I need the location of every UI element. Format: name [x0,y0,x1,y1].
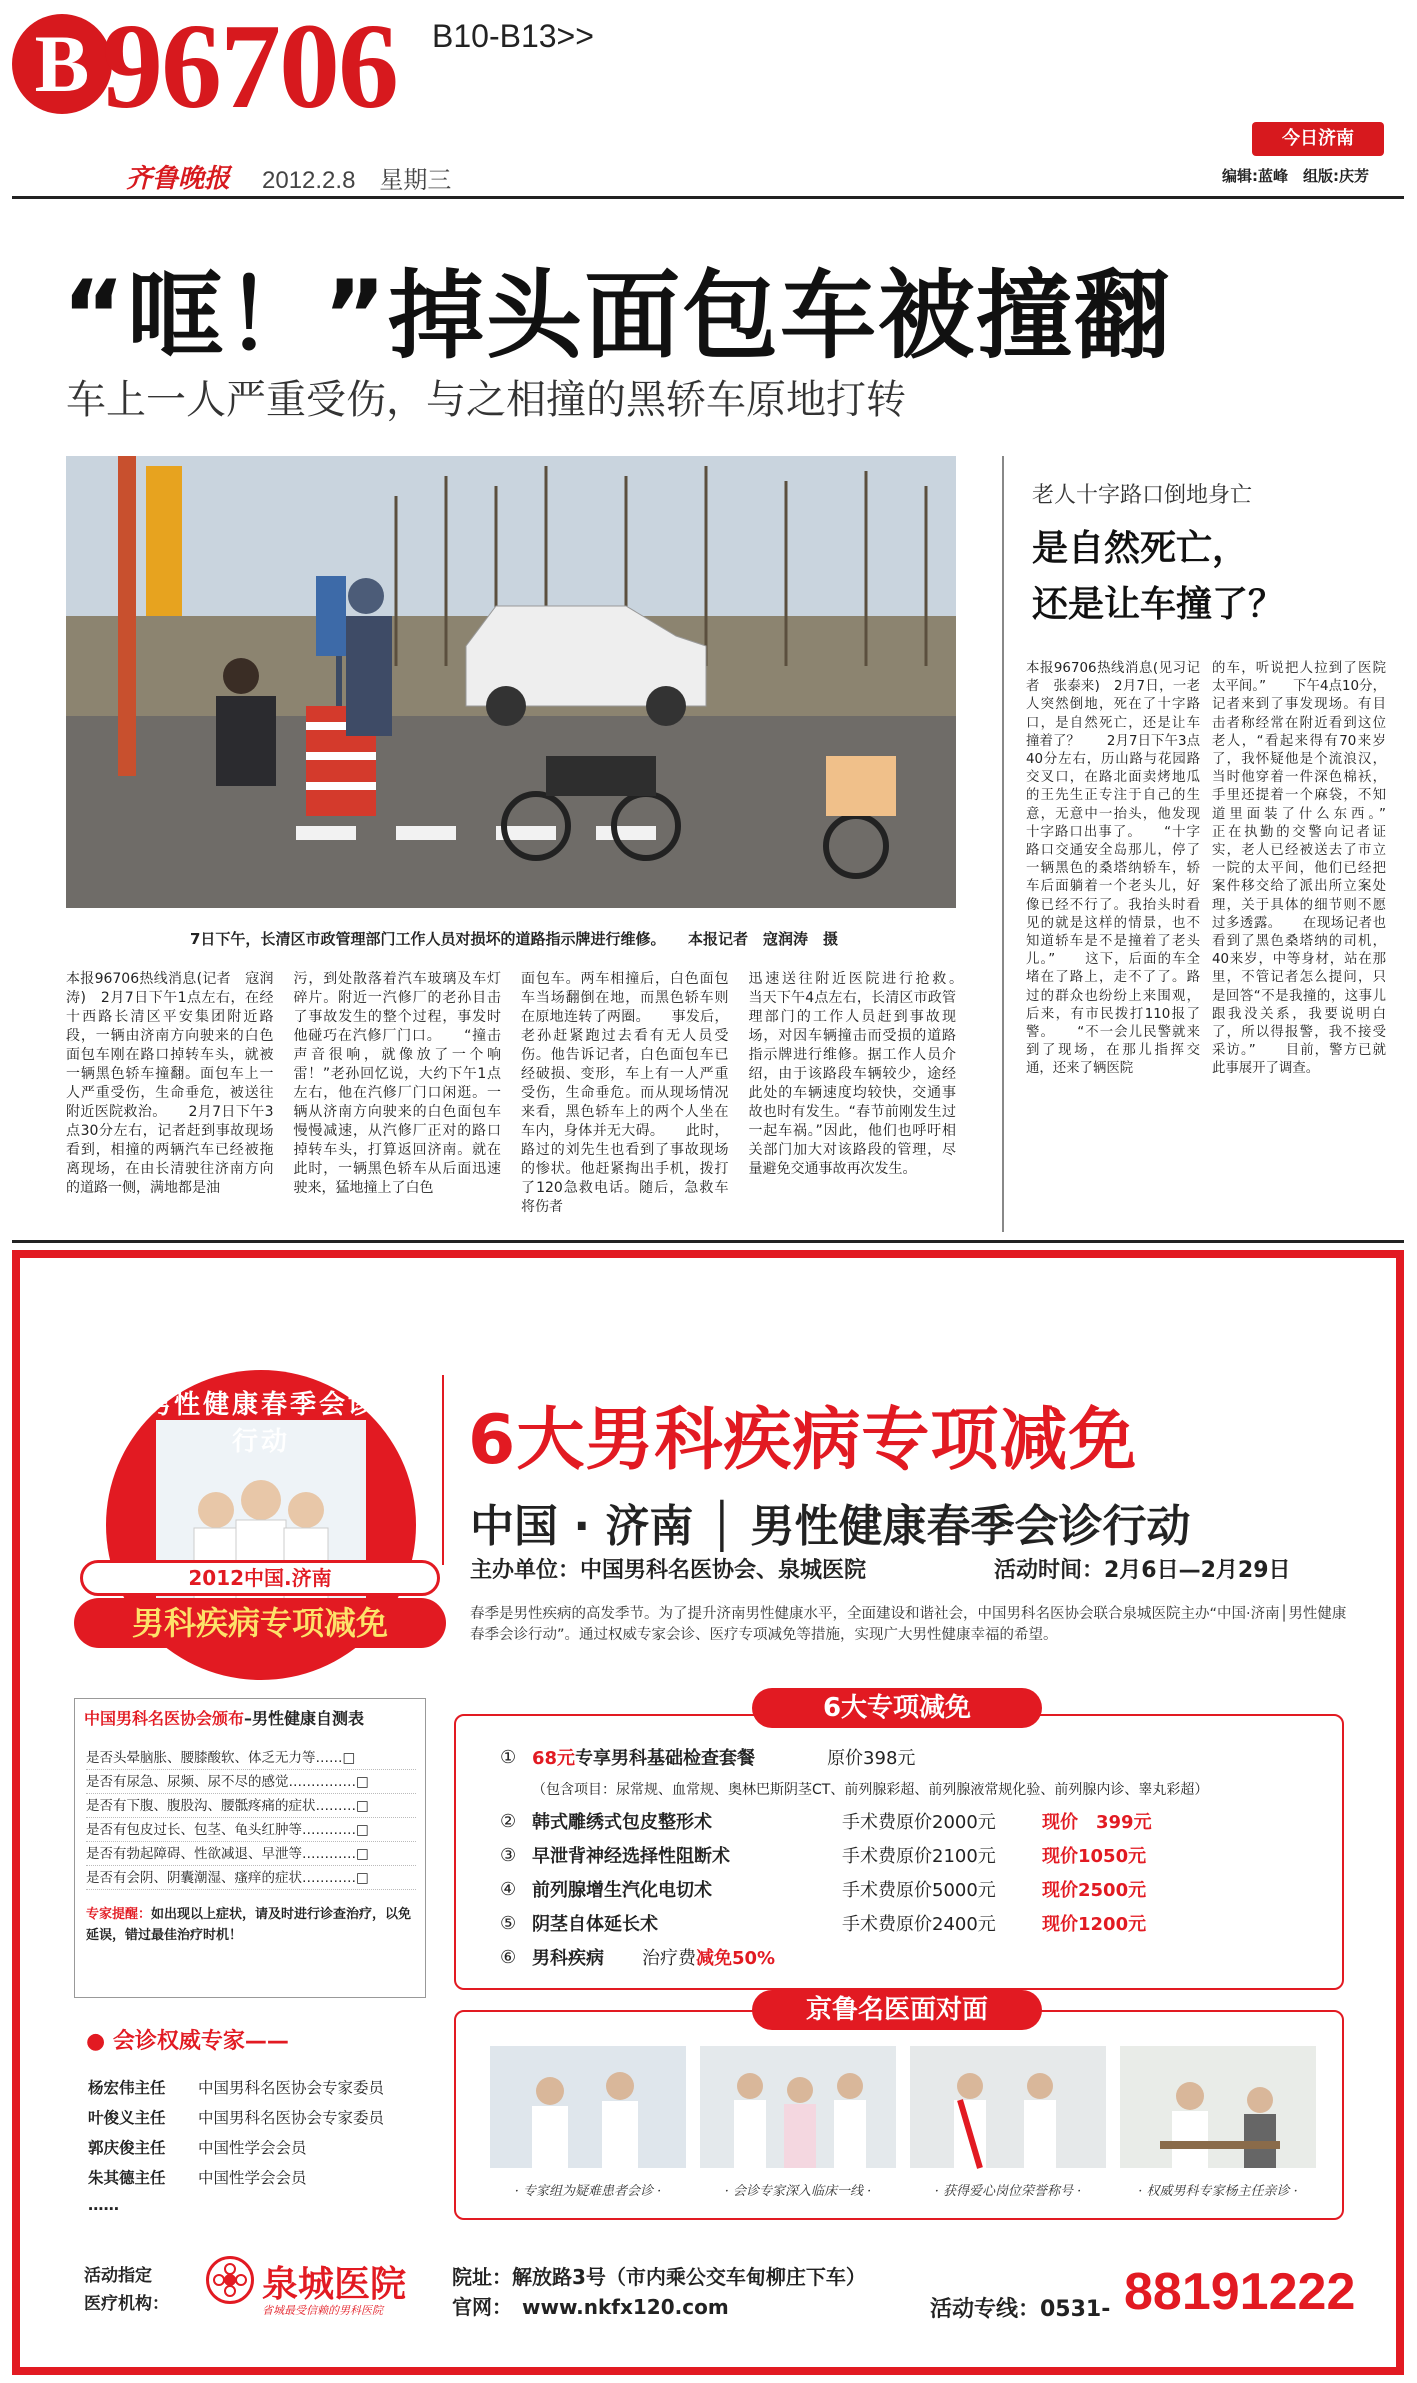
item-original-price: 原价398元 [827,1748,916,1769]
reductions-list [500,1740,1320,1974]
reduction-item-6 [500,1940,1320,1974]
flower-icon [209,2259,251,2301]
experts-title-text: 会诊权威专家—— [112,2029,289,2054]
article-column-3: 面包车。两车相撞后，白色面包车当场翻倒在地，而黑色轿车则在原地连转了两圈。 事发后，老孙赶紧跑过去看有无人员受伤。他告诉记者，白色面包车已经破损、变形，车上有一人严重受伤，生命垂危。而从现场情况来看，黑色轿车上的两个人坐在车内，身体并无大碍。 此时，路过的刘先生也看到了事故现场的惨状。他赶紧掏出手机，拨打了120急救电话。随后，急救车将伤者 [521,971,729,1215]
masthead-letter: B [12,14,112,114]
expert-name: …… [88,2196,119,2214]
photo-caption: 7日下午，长清区市政管理部门工作人员对损坏的道路指示牌进行维修。 本报记者 寇润涛 摄 [190,930,838,948]
masthead-number: 96706 [102,0,397,134]
reduction-item-1 [500,1740,1320,1774]
item-number: ① [500,1746,517,1768]
expert-tip-label: 专家提醒： [86,1907,152,1922]
badge-year: 2012中国.济南 [80,1560,440,1596]
self-test-title-main: 中国男科名医协会颁布 [84,1709,245,1728]
doctors-photo [490,2046,686,2168]
item-number: ② [500,1810,517,1832]
award-photo [910,2046,1106,2168]
header-rule [12,196,1404,199]
badge-arc-text: 男性健康春季会诊行动 [144,1390,377,1457]
sidebar-title-line2: 还是让车撞了？ [1032,584,1285,625]
roadside-repair-photo [66,456,956,908]
expert-role: 中国男科名医协会专家委员 [198,2079,385,2097]
expert-role: 中国男科名医协会专家委员 [198,2109,385,2127]
consult-photo-4 [1120,2046,1316,2168]
newspaper-logo: 齐鲁晚报 [126,164,231,194]
item-name: 早泄背神经选择性阻断术 [532,1846,730,1867]
self-test-item: 是否有包皮过长、包茎、龟头红肿等…………□ [86,1818,416,1842]
photo-caption: · 专家组为疑难患者会诊 · [514,2184,662,2199]
sidebar-title-line1: 是自然死亡， [1032,528,1249,569]
hospital-logo-icon [206,2256,254,2304]
item-discount: 减免50% [696,1948,776,1969]
item-original-price: 手术费原价5000元 [842,1880,996,1901]
page-divider [12,1240,1404,1243]
item-name: 阴茎自体延长术 [532,1914,658,1935]
footer-label-line2: 医疗机构： [84,2294,169,2314]
hospital-contact [452,2262,866,2322]
ad-organizer: 主办单位：中国男科名医协会、泉城医院 [470,1558,867,1583]
clinic-photo [700,2046,896,2168]
self-test-item: 是否头晕脑胀、腰膝酸软、体乏无力等……□ [86,1746,416,1770]
bullet-icon: ● [86,2029,113,2054]
sidebar-column-2: 的车，听说把人拉到了医院太平间。” 下午4点10分，记者来到了事发现场。有目击者称经常在附近看到这位老人，“看起来得有70来岁了，我怀疑他是个流浪汉，当时他穿着一件深色棉袄，手里还提着一个麻袋，不知道里面装了什么东西。” 正在执勤的交警向记者证实，老人已经被送去了市立一院的太平间，他们已经把案件移交给了派出所立案处理，关于具体的细节则不愿过多透露。 在现场记者也看到了黑色桑塔纳的司机，40来岁，中等身材，站在那里，不管记者怎么提问，只是回答“不是我撞的，这事儿跟我没关系，我要说明白了，所以得报警，我不接受采访。” 目前，警方已就此事展开了调查。 [1212,661,1413,1077]
expert-role: 中国性学会会员 [198,2139,307,2157]
ad-intro: 春季是男性疾病的高发季节。为了提升济南男性健康水平，全面建设和谐社会，中国男科名医协会联合泉城医院主办“中国·济南│男性健康春季会诊行动”。通过权威专家会诊、医疗专项减免等措施，实现广大男性健康幸福的希望。 [470,1606,1347,1643]
article-body [66,970,984,1232]
expert-name: 杨宏伟主任 [88,2079,166,2097]
editor-credit: 编辑:蓝峰 组版:庆芳 [1222,167,1369,185]
item-name: 专享男科基础检查套餐 [575,1748,756,1769]
reduction-item [500,1906,1320,1940]
hospital-name: 泉城医院 [262,2263,407,2305]
item-price: 68元 [532,1748,576,1769]
expert-row [88,2136,384,2166]
expert-row [88,2076,384,2106]
expert-name: 朱其德主任 [88,2169,166,2187]
item-name: 前列腺增生汽化电切术 [532,1880,712,1901]
article-subhead: 车上一人严重受伤，与之相撞的黑轿车原地打转 [66,377,906,423]
article-headline: “哐！”掉头面包车被撞翻 [62,260,1173,372]
item-original-price: 手术费原价2400元 [842,1914,996,1935]
expert-row [88,2166,384,2196]
item-name: 韩式雕绣式包皮整形术 [532,1812,712,1833]
reduction-item [500,1838,1320,1872]
diagnosis-photo [1120,2046,1316,2168]
consult-photo-1 [490,2046,686,2168]
item-detail: （包含项目：尿常规、血常规、奥林巴斯阴茎CT、前列腺彩超、前列腺液常规化验、前列腺内诊、睾丸彩超） [532,1782,1209,1798]
section-tag: 今日济南 [1252,122,1384,156]
expert-row [88,2196,384,2226]
item-original-price: 手术费原价2000元 [842,1812,996,1833]
self-test-title [84,1706,364,1729]
item-number: ⑤ [500,1912,517,1934]
item-text: 治疗费 [642,1948,696,1969]
item-number: ⑥ [500,1946,517,1968]
self-test-item: 是否有尿急、尿频、尿不尽的感觉……………□ [86,1770,416,1794]
article-column-4: 迅速送往附近医院进行抢救。 当天下午4点左右，长清区市政管理部门的工作人员赶到事故现场，对因车辆撞击而受损的道路指示牌进行维修。据工作人员介绍，由于该路段车辆较少，途经此处的车辆速度均较快，交通事故也时有发生。“春节前刚发生过一起车祸。”因此，他们也呼吁相关部门加大对该路段的管理，尽量避免交通事故再次发生。 [748,971,984,1177]
expert-role: 中国性学会会员 [198,2169,307,2187]
photo-caption: · 获得爱心岗位荣誉称号 · [934,2184,1082,2199]
expert-tip [86,1904,416,1946]
footer-label-line1: 活动指定 [84,2266,152,2286]
ad-title: 6大男科疾病专项减免 [468,1401,1138,1480]
consult-photo-2 [700,2046,896,2168]
photo-caption: · 会诊专家深入临床一线 · [724,2184,872,2199]
issue-date: 2012.2.8 星期三 [262,167,452,194]
hospital-slogan: 省城最受信赖的男科医院 [262,2304,383,2317]
doctors-box-title: 京鲁名医面对面 [752,1990,1042,2030]
self-test-item: 是否有下腹、腹股沟、腰骶疼痛的症状………□ [86,1794,416,1818]
expert-name: 郭庆俊主任 [88,2139,166,2157]
ad-subtitle: 中国 · 济南 │ 男性健康春季会诊行动 [470,1501,1191,1552]
news-photo [66,456,956,908]
self-test-item: 是否有勃起障碍、性欲减退、早泄等…………□ [86,1842,416,1866]
expert-row [88,2106,384,2136]
hotline-number[interactable]: 88191222 [1124,2263,1356,2321]
sidebar-divider [1002,456,1004,1232]
ad-time: 活动时间：2月6日—2月29日 [994,1558,1291,1583]
photo-caption: · 权威男科专家杨主任亲诊 · [1138,2184,1298,2199]
experts-title [86,2024,289,2055]
item-now-price: 现价 399元 [1042,1812,1152,1833]
badge-main-text: 男科疾病专项减免 [74,1598,446,1648]
sidebar-kicker: 老人十字路口倒地身亡 [1032,483,1253,508]
self-test-item: 是否有会阴、阴囊潮湿、瘙痒的症状…………□ [86,1866,416,1890]
sidebar-body [1026,660,1413,1232]
item-number: ④ [500,1878,517,1900]
item-number: ③ [500,1844,517,1866]
ad-title-divider [442,1375,444,1565]
article-column-2: 污，到处散落着汽车玻璃及车灯碎片。附近一汽修厂的老孙目击了事故发生的整个过程，事发时他碰巧在汽修厂门口。 “撞击声音很响，就像放了一个响雷！”老孙回忆说，大约下午1点左右，他在汽修厂门口闲逛。一辆从济南方向驶来的白色面包车慢慢减速，从汽修厂正对的路口掉转车头，打算返回济南。就在此时，一辆黑色轿车从后面迅速驶来，猛地撞上了白色 [293,971,501,1196]
hotline-label: 活动专线：0531- [930,2297,1111,2322]
experts-list [88,2076,384,2226]
reduction-item [500,1872,1320,1906]
expert-name: 叶俊义主任 [88,2109,166,2127]
item-original-price: 手术费原价2100元 [842,1846,996,1867]
hospital-website[interactable]: 官网： www.nkfx120.com [452,2295,729,2319]
sidebar-column-1: 本报96706热线消息(见习记者 张泰来) 2月7日，一老人突然倒地，死在了十字路口，是自然死亡，还是让车撞着了？ 2月7日下午3点40分左右，历山路与花园路交叉口，在路北面卖烤地瓜的王先生正专注于自己的生意，无意中一抬头，他发现十字路口出事了。 “十字路口交通安全岛那儿，停了一辆黑色的桑塔纳轿车，轿车后面躺着一个老头儿，好像已经不行了。我抬头时看见的就是这样的情景，也不知道轿车是不是撞着了老头儿。” 这下，后面的车全堵在了路上，走不了了。路过的群众也纷纷上来围观，后来，有市民拨打110报了警。 “不一会儿民警就来到了现场，在那儿指挥交通，还来了辆医院 [1026,661,1200,1077]
consult-photo-3 [910,2046,1106,2168]
page-range: B10-B13>> [432,18,594,54]
designated-institution-label [84,2262,169,2318]
self-test-title-suffix: –男性健康自测表 [244,1709,365,1728]
reduction-item [500,1804,1320,1838]
article-column-1: 本报96706热线消息(记者 寇润涛) 2月7日下午1点左右，在经十西路长清区平安集团附近路段，一辆由济南方向驶来的白色面包车刚在路口掉转车头，就被一辆黑色轿车撞翻。面包车上一人严重受伤，生命垂危，被送往附近医院救治。 2月7日下午3点30分左右，记者赶到事故现场看到，相撞的两辆汽车已经被拖离现场，在由长清驶往济南方向的道路一侧，满地都是油 [66,971,274,1196]
expert-tip-text: 如出现以上症状，请及时进行诊查治疗，以免延误，错过最佳治疗时机！ [86,1907,412,1943]
item-name: 男科疾病 [532,1948,604,1969]
item-now-price: 现价1050元 [1042,1846,1147,1867]
self-test-list [86,1746,416,1890]
reductions-title: 6大专项减免 [752,1688,1042,1728]
item-now-price: 现价1200元 [1042,1914,1147,1935]
item-now-price: 现价2500元 [1042,1880,1147,1901]
hospital-address: 院址：解放路3号（市内乘公交车甸柳庄下车） [452,2265,866,2289]
